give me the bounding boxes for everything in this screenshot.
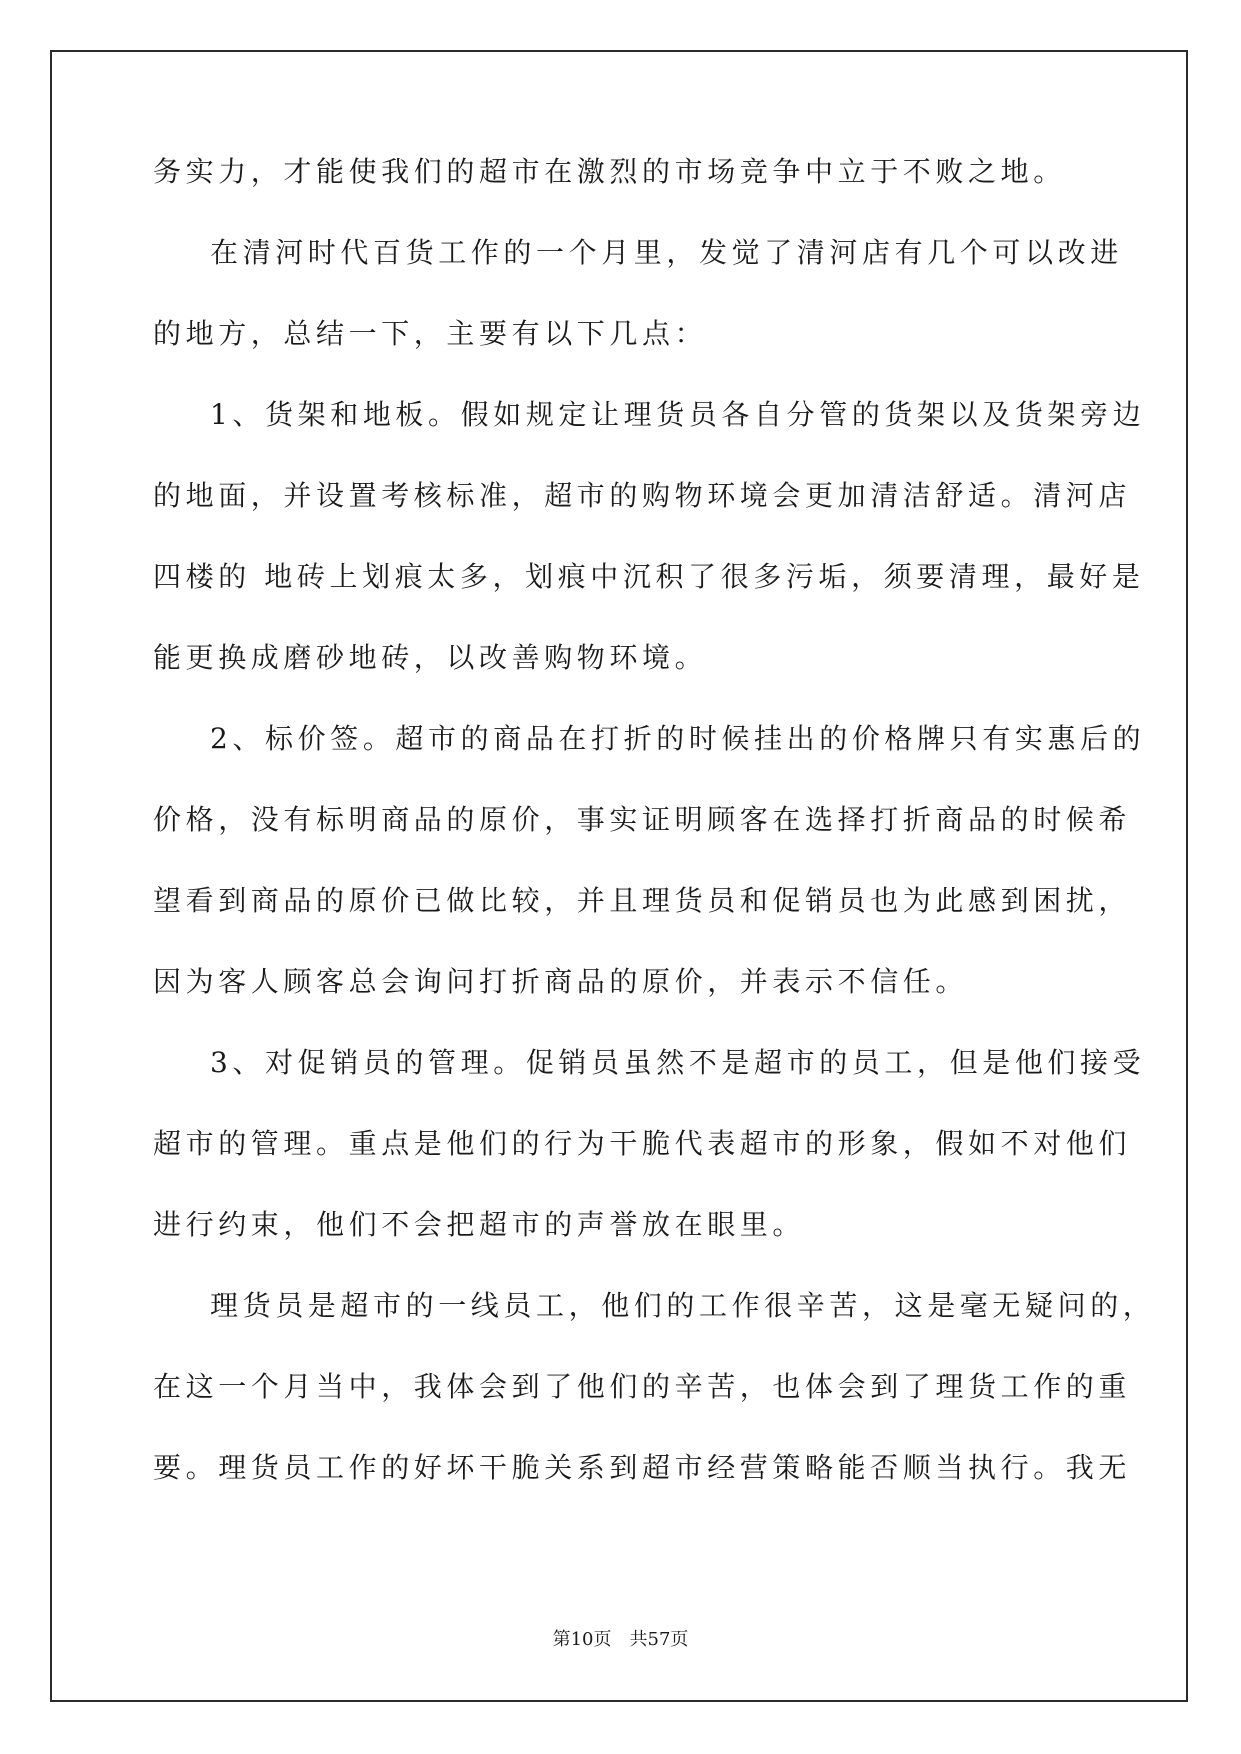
text-line: 2、标价签。超市的商品在打折的时候挂出的价格牌只有实惠后的 <box>210 722 1146 755</box>
text-line: 3、对促销员的管理。促销员虽然不是超市的员工，但是他们接受 <box>210 1046 1146 1079</box>
text-line: 四楼的 地砖上划痕太多，划痕中沉积了很多污垢，须要清理，最好是 <box>153 560 1145 593</box>
text-line: 的地面，并设置考核标准，超市的购物环境会更加清洁舒适。清河店 <box>153 479 1132 512</box>
text-line: 因为客人顾客总会询问打折商品的原价，并表示不信任。 <box>153 965 969 998</box>
text-line: 能更换成磨砂地砖，以改善购物环境。 <box>153 641 708 674</box>
text-line: 务实力，才能使我们的超市在激烈的市场竞争中立于不败之地。 <box>153 155 1066 188</box>
text-line: 价格，没有标明商品的原价，事实证明顾客在选择打折商品的时候希 <box>153 803 1132 836</box>
text-line: 超市的管理。重点是他们的行为干脆代表超市的形象，假如不对他们 <box>153 1127 1132 1160</box>
text-line: 望看到商品的原价已做比较，并且理货员和促销员也为此感到困扰， <box>153 884 1132 917</box>
text-line: 1、货架和地板。假如规定让理货员各自分管的货架以及货架旁边 <box>210 398 1146 431</box>
text-line: 进行约束，他们不会把超市的声誉放在眼里。 <box>153 1208 806 1241</box>
page-number-footer: 第10页 共57页 <box>552 1629 689 1650</box>
text-line: 在这一个月当中，我体会到了他们的辛苦，也体会到了理货工作的重 <box>153 1370 1132 1403</box>
document-body <box>153 155 1156 1535</box>
text-line: 在清河时代百货工作的一个月里，发觉了清河店有几个可以改进 <box>210 236 1123 269</box>
text-line: 要。理货员工作的好坏干脆关系到超市经营策略能否顺当执行。我无 <box>153 1451 1132 1484</box>
text-line: 理货员是超市的一线员工，他们的工作很辛苦，这是毫无疑问的， <box>210 1289 1156 1322</box>
text-line: 的地方，总结一下，主要有以下几点： <box>153 317 708 350</box>
